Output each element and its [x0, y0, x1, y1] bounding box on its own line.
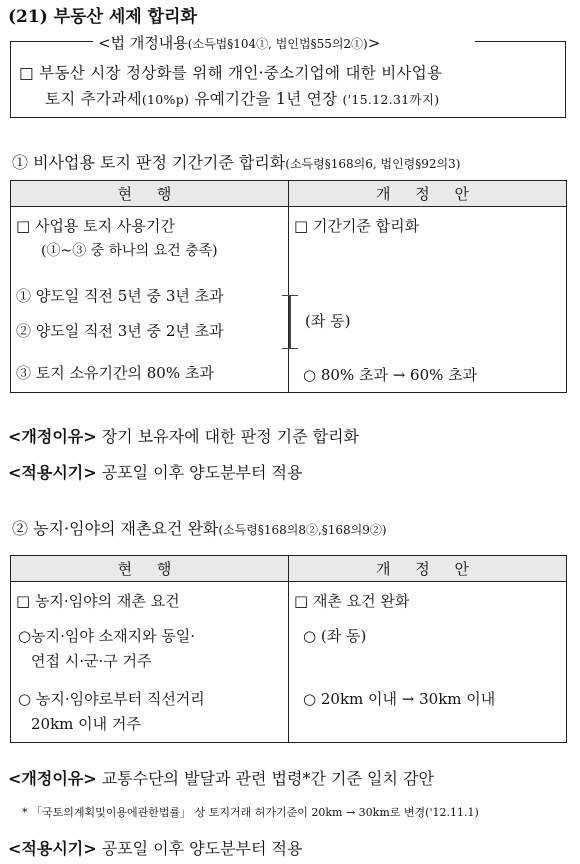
revised-item-1: ○ (좌 동) — [303, 627, 367, 645]
box-top-border-right — [475, 41, 565, 42]
current-item-2: ② 양도일 직전 3년 중 2년 초과 — [16, 322, 224, 340]
column-header-revised: 개 정 안 — [289, 556, 567, 582]
section1-revised-cell — [289, 207, 567, 393]
section2-current-cell — [11, 582, 289, 743]
section1-apply-date: <적용시기> 공포일 이후 양도분부터 적용 — [8, 463, 303, 482]
section2-revised-cell — [289, 582, 567, 743]
law-revision-line1: □ 부동산 시장 정상화를 위해 개인·중소기업에 대한 비사업용 — [19, 64, 443, 82]
page-title: (21) 부동산 세제 합리화 — [8, 7, 197, 27]
section1-comparison-table — [10, 180, 567, 393]
section2-footnote: * 「국토의계획및이용에관한법률」 상 토지거래 허가기준이 20km → 30km로 변경('12.11.1) — [22, 806, 479, 819]
section1-heading: ① 비사업용 토지 판정 기간기준 합리화(소득령§168의6, 법인령§92의3) — [12, 153, 461, 172]
section2-heading: ② 농지·임야의 재촌요건 완화(소득령§168의8②,§168의9②) — [12, 519, 387, 538]
current-requirement-note: (①~③ 중 하나의 요건 충족) — [41, 243, 218, 259]
bracket-right — [290, 295, 298, 349]
section2-comparison-table — [10, 555, 567, 743]
section2-apply-date: <적용시기> 공포일 이후 양도분부터 적용 — [8, 839, 303, 858]
law-revision-line2: 토지 추가과세(10%p) 유예기간을 1년 연장 ('15.12.31까지) — [45, 90, 440, 108]
current-item-1b: 연접 시·군·구 거주 — [31, 652, 152, 670]
column-header-current: 현 행 — [11, 181, 289, 207]
current-item-1a: ○농지·임야 소재지와 동일· — [18, 627, 196, 645]
law-revision-label: <법 개정내용(소득법§104①, 법인법§55의2①)> — [98, 34, 381, 52]
current-item-2b: 20km 이내 거주 — [31, 715, 141, 733]
section1-current-cell — [11, 207, 289, 393]
current-usage-period: □ 사업용 토지 사용기간 — [16, 217, 175, 235]
revised-item-2: ○ 20km 이내 → 30km 이내 — [303, 690, 496, 708]
revised-same-as-left: (좌 동) — [305, 312, 351, 330]
current-item-2a: ○ 농지·임야로부터 직선거리 — [18, 690, 205, 708]
section1-reason: <개정이유> 장기 보유자에 대한 판정 기준 합리화 — [8, 427, 359, 446]
current-item-3: ③ 토지 소유기간의 80% 초과 — [16, 364, 214, 382]
revised-residence-relaxed: □ 재촌 요건 완화 — [294, 592, 410, 610]
column-header-revised: 개 정 안 — [289, 181, 567, 207]
column-header-current: 현 행 — [11, 556, 289, 582]
box-top-border-left — [11, 41, 93, 42]
revised-item-3: ○ 80% 초과 → 60% 초과 — [303, 366, 478, 384]
current-residence-requirement: □ 농지·임야의 재촌 요건 — [16, 592, 180, 610]
section2-reason: <개정이유> 교통수단의 발달과 관련 법령*간 기준 일치 감안 — [8, 769, 434, 788]
current-item-1: ① 양도일 직전 5년 중 3년 초과 — [16, 287, 224, 305]
revised-period-criteria: □ 기간기준 합리화 — [294, 217, 420, 235]
